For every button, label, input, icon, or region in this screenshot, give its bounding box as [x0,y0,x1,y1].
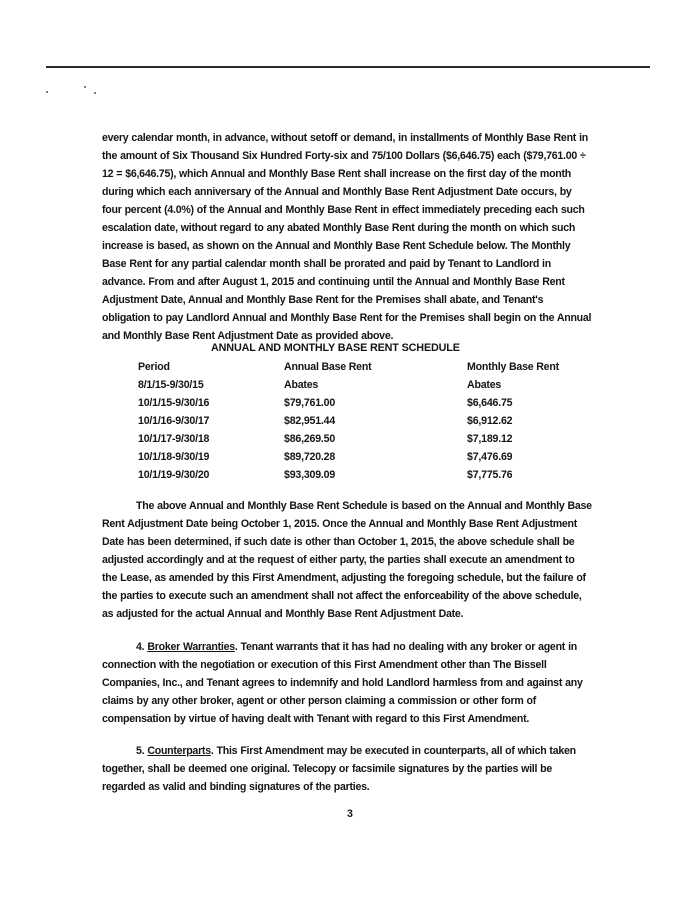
section-body: . Tenant warrants that it has had no dealing with any broker or agent in connection with the negotiation or execution of this First Amendment other than The Bissell Companies, Inc., and Tenant agrees to indemnify and hold Landlord harmless from and against any claims by any other broker, agent or other person claiming a commission or other form of compensation by virtue of having dealt with Tenant with regard to this First Amendment. [102,641,583,725]
section-heading: Counterparts [147,745,211,757]
monthly-rent-cell: $7,476.69 [467,451,513,463]
paragraph-broker-warranties [102,638,592,728]
header-annual-base-rent: Annual Base Rent [284,361,372,373]
schedule-row [138,412,608,430]
period-cell: 10/1/17-9/30/18 [138,433,210,445]
schedule-row [138,448,608,466]
schedule-header-row [138,358,608,376]
page-number: 3 [347,808,353,820]
schedule-row [138,430,608,448]
rent-schedule-table [138,358,608,484]
monthly-rent-cell: $6,912.62 [467,415,513,427]
top-rule [46,66,650,68]
annual-rent-cell: $82,951.44 [284,415,336,427]
schedule-row [138,394,608,412]
section-number: 4. [136,641,145,653]
schedule-row [138,466,608,484]
monthly-rent-cell: $7,775.76 [467,469,513,481]
header-monthly-base-rent: Monthly Base Rent [467,361,559,373]
period-cell: 10/1/16-9/30/17 [138,415,210,427]
paragraph-counterparts [102,742,592,796]
annual-rent-cell: Abates [284,379,319,391]
monthly-rent-cell: $7,189.12 [467,433,513,445]
period-cell: 10/1/15-9/30/16 [138,397,210,409]
schedule-row [138,376,608,394]
section-body: . This First Amendment may be executed in counterparts, all of which taken together, shall be deemed one original. Telecopy or facsimile signatures by the parties will be regarded as valid and binding signatures of the parties. [102,745,576,793]
monthly-rent-cell: $6,646.75 [467,397,513,409]
annual-rent-cell: $93,309.09 [284,469,336,481]
section-number: 5. [136,745,145,757]
annual-rent-cell: $89,720.28 [284,451,336,463]
paragraph-rent-terms: every calendar month, in advance, without setoff or demand, in installments of Monthly Base Rent in the amount of Six Thousand Six Hundred Forty-six and 75/100 Dollars ($6,646.75) each ($79,761.00 ÷ 12 = $6,646.75), which Annual and Monthly Base Rent shall increase on the first day of the month during which each anniversary of the Annual and Monthly Base Rent Adjustment Date occurs, by four percent (4.0%) of the Annual and Monthly Base Rent in effect immediately preceding each such escalation date, without regard to any abated Monthly Base Rent during the month on which such increase is based, as shown on the Annual and Monthly Base Rent Schedule below. The Monthly Base Rent for any partial calendar month shall be prorated and paid by Tenant to Landlord in advance. From and after August 1, 2015 and continuing until the Annual and Monthly Base Rent Adjustment Date, Annual and Monthly Base Rent for the Premises shall abate, and Tenant's obligation to pay Landlord Annual and Monthly Base Rent for the Premises shall begin on the Annual and Monthly Base Rent Adjustment Date as provided above. [102,132,592,342]
section-heading: Broker Warranties [147,641,235,653]
scan-specks [44,86,104,96]
annual-rent-cell: $79,761.00 [284,397,336,409]
header-period: Period [138,361,170,373]
paragraph-schedule-adjustment: The above Annual and Monthly Base Rent Schedule is based on the Annual and Monthly Base Rent Adjustment Date being October 1, 2015. Once the Annual and Monthly Base Rent Adjustment Date has been determined, if such date is other than October 1, 2015, the above schedule shall be adjusted accordingly and at the request of either party, the parties shall execute an amendment to the Lease, as amended by this First Amendment, adjusting the foregoing schedule, but the failure of the parties to execute such an amendment shall not affect the enforceability of the above schedule, as adjusted for the actual Annual and Monthly Base Rent Adjustment Date. [102,500,592,620]
period-cell: 10/1/19-9/30/20 [138,469,210,481]
period-cell: 8/1/15-9/30/15 [138,379,204,391]
period-cell: 10/1/18-9/30/19 [138,451,210,463]
monthly-rent-cell: Abates [467,379,502,391]
schedule-title: ANNUAL AND MONTHLY BASE RENT SCHEDULE [211,342,460,354]
annual-rent-cell: $86,269.50 [284,433,336,445]
